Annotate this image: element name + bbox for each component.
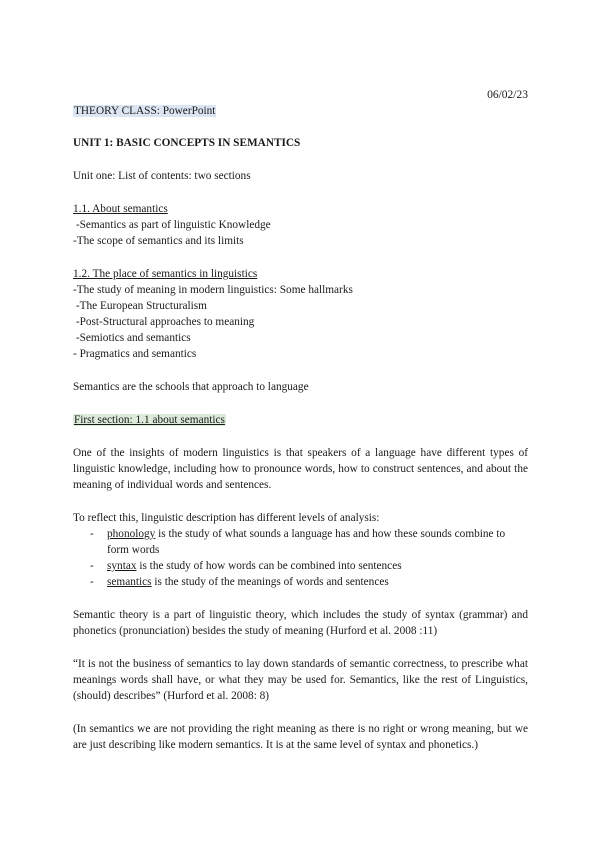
- levels-list: [73, 526, 528, 590]
- section2-item: - Pragmatics and semantics: [73, 348, 197, 360]
- note-paragraph: (In semantics we are not providing the right meaning as there is no right or wrong meaning, but we are just describing like modern semantics. It is at the same level of syntax and phonetics.): [73, 723, 528, 751]
- first-section-heading: First section: 1.1 about semantics: [74, 414, 225, 426]
- list-item: [73, 574, 528, 590]
- date: 06/02/23: [487, 89, 528, 101]
- section1-item: -The scope of semantics and its limits: [73, 235, 244, 247]
- section1-item: -Semantics as part of linguistic Knowledge: [73, 219, 271, 231]
- document-body: [73, 103, 528, 753]
- levels-intro: To reflect this, linguistic description has different levels of analysis:: [73, 512, 380, 524]
- unit-title: UNIT 1: BASIC CONCEPTS IN SEMANTICS: [73, 137, 301, 149]
- class-heading: THEORY CLASS: PowerPoint: [74, 105, 216, 117]
- unit-intro: Unit one: List of contents: two sections: [73, 170, 251, 182]
- section2-item: -Semiotics and semantics: [73, 332, 191, 344]
- dash-bullet: -: [90, 528, 94, 540]
- level-term: syntax: [107, 560, 137, 572]
- level-text: is the study of what sounds a language has and how these sounds combine to form words: [107, 528, 506, 556]
- section2-item: -Post-Structural approaches to meaning: [73, 316, 255, 328]
- level-text: is the study of how words can be combined into sentences: [136, 560, 402, 572]
- quote-paragraph: “It is not the business of semantics to lay down standards of semantic correctness, to prescribe what meanings words shall have, or what they may be used for. Semantics, like the rest of Linguistics, (should) describes” (Hurford et al. 2008: 8): [73, 658, 528, 702]
- section2-heading: 1.2. The place of semantics in linguistics: [73, 268, 258, 280]
- level-term: phonology: [107, 528, 156, 540]
- section1-heading: 1.1. About semantics: [73, 203, 168, 215]
- list-item: [73, 558, 528, 574]
- theory-paragraph: Semantic theory is a part of linguistic theory, which includes the study of syntax (grammar) and phonetics (pronunciation) besides the study of meaning (Hurford et al. 2008 :11): [73, 609, 528, 637]
- insights-paragraph: One of the insights of modern linguistics is that speakers of a language have different types of linguistic knowledge, including how to pronounce words, how to construct sentences, and about the meaning of individual words and sentences.: [73, 447, 528, 491]
- level-text: is the study of the meanings of words and sentences: [151, 576, 389, 588]
- dash-bullet: -: [90, 576, 94, 588]
- list-item: [73, 526, 528, 558]
- section2-item: -The study of meaning in modern linguistics: Some hallmarks: [73, 284, 353, 296]
- section2-item: -The European Structuralism: [73, 300, 207, 312]
- schools-sentence: Semantics are the schools that approach to language: [73, 381, 309, 393]
- dash-bullet: -: [90, 560, 94, 572]
- level-term: semantics: [107, 576, 152, 588]
